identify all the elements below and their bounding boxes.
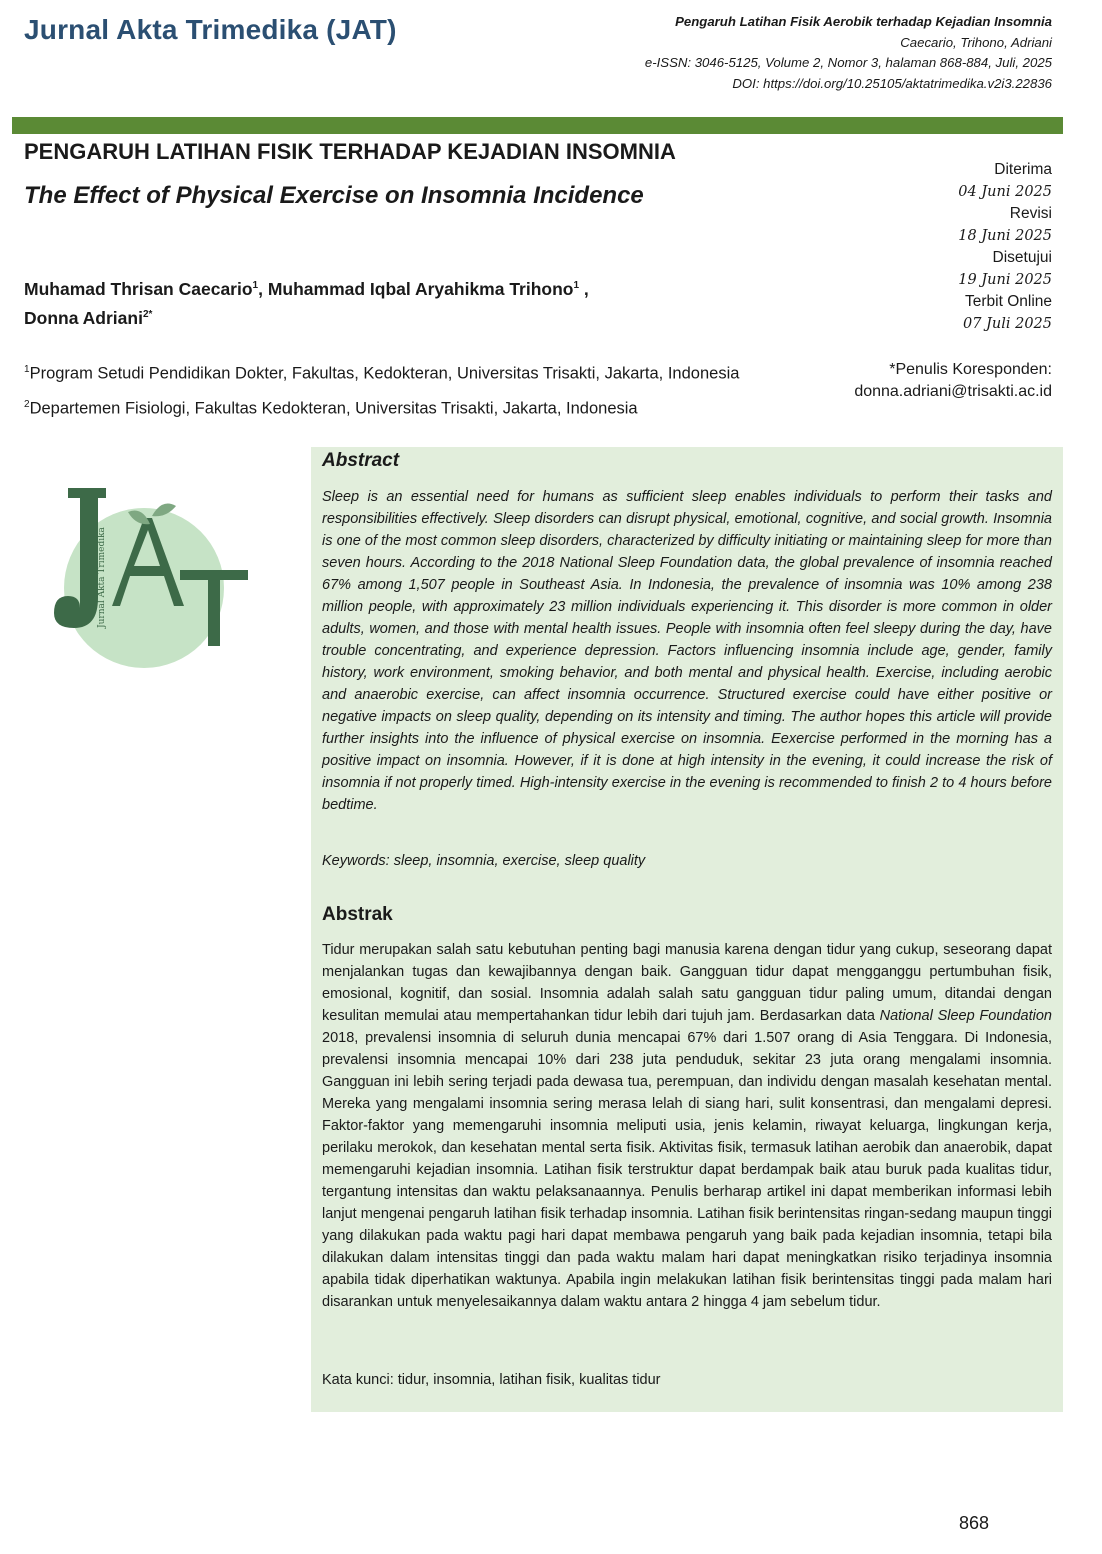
- abstract-heading: Abstract: [322, 450, 400, 471]
- journal-name: Jurnal Akta Trimedika (JAT): [24, 14, 397, 45]
- correspondence-email[interactable]: donna.adriani@trisakti.ac.id: [854, 383, 1052, 400]
- abstrak-heading: Abstrak: [322, 904, 393, 925]
- header-meta: [492, 12, 1052, 94]
- affiliation-text: Departemen Fisiologi, Fakultas Kedokteran, Universitas Trisakti, Jakarta, Indonesia: [29, 399, 638, 418]
- author-separator: ,: [579, 278, 589, 299]
- abstrak-body-part1: Tidur merupakan salah satu kebutuhan penting bagi manusia karena dengan tidur yang cukup, seseorang dapat menjalankan tugas dan kewajibannya dengan baik. Gangguan tidur dapat mengganggu pertumbuhan fisik, emosional, kognitif, dan sosial. Insomnia adalah salah satu gangguan tidur paling umum, ditandai dengan kesulitan memulai atau mempertahankan tidur lebih dari tujuh jam. Berdasarkan data: [322, 942, 1052, 1024]
- article-dates: [852, 159, 1052, 335]
- affiliation-2: [24, 399, 638, 419]
- journal-logo: [24, 478, 256, 678]
- correspondence: [752, 359, 1052, 403]
- abstract-body: Sleep is an essential need for humans as sufficient sleep enables individuals to perform their tasks and responsibilities effectively. Sleep disorders can disrupt physical, emotional, cognitive, and social growth. Insomnia is one of the most common sleep disorders, characterized by difficulty initiating or maintaining sleep for more than seven hours. According to the 2018 National Sleep Foundation data, the global prevalence of insomnia reached 67% among 1,507 people in Southeast Asia. In Indonesia, the prevalence of insomnia was 10% among 238 million people, with approximately 23 million individuals experiencing it. This disorder is more common in older adults, women, and those with mental health issues. People with insomnia often feel sleepy during the day, have trouble concentrating, and experience depression. Factors influencing insomnia include age, gender, family history, work environment, smoking behavior, and both mental and physical health. Exercise, including aerobic and anaerobic exercise, can affect insomnia occurrence. Structured exercise could have either positive or negative impacts on sleep quality, depending on its intensity and timing. The author hopes this article will provide further insights into the influence of physical exercise on insomnia. Eexercise performed in the morning has a positive impact on insomnia. However, if it is done at high intensity in the evening, it could increase the risk of insomnia if not properly timed. High-intensity exercise in the evening is recommended to finish 2 to 4 hours before bedtime.: [322, 489, 1052, 813]
- logo-vertical-text: Jurnal Akta Trimedika: [97, 527, 107, 628]
- abstract-keywords: Keywords: sleep, insomnia, exercise, sleep quality: [322, 853, 646, 869]
- accepted-label: Disetujui: [992, 249, 1052, 266]
- correspondence-label: *Penulis Koresponden:: [889, 361, 1052, 378]
- received-date: 04 Juni 2025: [958, 184, 1052, 200]
- author-affil-sup: 1: [573, 280, 580, 291]
- author-affil-sup: 2*: [142, 308, 153, 320]
- received-label: Diterima: [994, 161, 1052, 178]
- doi-line[interactable]: DOI: https://doi.org/10.25105/aktatrimedika.v2i3.22836: [732, 75, 1052, 91]
- affiliation-text: Program Setudi Pendidikan Dokter, Fakultas, Kedokteran, Universitas Trisakti, Jakarta, Indonesia: [29, 364, 740, 383]
- online-label: Terbit Online: [964, 293, 1052, 310]
- revised-date: 18 Juni 2025: [958, 228, 1052, 244]
- authors-short: Caecario, Trihono, Adriani: [900, 34, 1052, 50]
- title-indonesian: PENGARUH LATIHAN FISIK TERHADAP KEJADIAN INSOMNIA: [24, 139, 676, 164]
- author-name: , Muhammad Iqbal Aryahikma Trihono: [258, 278, 574, 299]
- title-english: The Effect of Physical Exercise on Insomnia Incidence: [24, 182, 644, 209]
- author-name: Donna Adriani: [24, 307, 143, 328]
- header-divider-bar: [12, 117, 1063, 134]
- abstrak-body-italic: National Sleep Foundation: [879, 1008, 1052, 1024]
- abstrak-body-part2: 2018, prevalensi insomnia di seluruh dunia mencapai 67% dari 1.507 orang di Asia Tenggara. Di Indonesia, prevalensi insomnia mencapai 10% dari 238 juta penduduk, sekitar 23 juta orang mengalami insomnia. Gangguan ini lebih sering terjadi pada dewasa tua, perempuan, dan individu dengan masalah kesehatan mental. Mereka yang mengalami insomnia sering merasa lelah di siang hari, sulit konsentrasi, dan mengalami depresi. Faktor-faktor yang memengaruhi insomnia meliputi usia, jenis kelamin, riwayat keluarga, lingkungan kerja, perilaku merokok, dan kesehatan mental serta fisik. Aktivitas fisik, termasuk latihan aerobik dan anaerobik, dapat memengaruhi kejadian insomnia. Latihan fisik terstruktur dapat berdampak baik atau buruk pada kualitas tidur, tergantung intensitas dan waktu pelaksanaannya. Penulis berharap artikel ini dapat memberikan informasi lebih lanjut mengenai pengaruh latihan fisik terhadap insomnia. Latihan fisik berintensitas ringan-sedang maupun tinggi yang dilakukan pada waktu pagi hari dapat membawa pengaruh yang baik pada kejadian insomnia, tetapi bila dilakukan dalam intensitas tinggi dan pada waktu malam hari dapat meningkatkan risiko terjadinya insomnia apabila tidak diperhatikan waktunya. Apabila ingin melakukan latihan fisik berintensitas tinggi pada malam hari disarankan untuk menyelesaikannya dalam waktu antara 2 hingga 4 jam sebelum tidur.: [322, 1030, 1052, 1310]
- affiliation-1: [24, 364, 739, 384]
- author-name: Muhamad Thrisan Caecario: [24, 278, 253, 299]
- issn-line: e-ISSN: 3046-5125, Volume 2, Nomor 3, halaman 868-884, Juli, 2025: [644, 55, 1052, 70]
- revised-label: Revisi: [1009, 205, 1052, 222]
- abstrak-keywords: Kata kunci: tidur, insomnia, latihan fisik, kualitas tidur: [322, 1372, 661, 1388]
- affiliation-sup: 1: [24, 364, 30, 375]
- abstrak-body: [322, 939, 1052, 1313]
- abstract-box: [311, 447, 1063, 1412]
- author-affil-sup: 1: [252, 280, 259, 291]
- accepted-date: 19 Juni 2025: [958, 272, 1052, 288]
- affiliation-sup: 2: [24, 399, 30, 410]
- online-date: 07 Juli 2025: [963, 316, 1052, 332]
- author-list: [24, 273, 589, 331]
- article-short-title: Pengaruh Latihan Fisik Aerobik terhadap Kejadian Insomnia: [675, 14, 1052, 29]
- page-number: 868: [959, 1513, 990, 1533]
